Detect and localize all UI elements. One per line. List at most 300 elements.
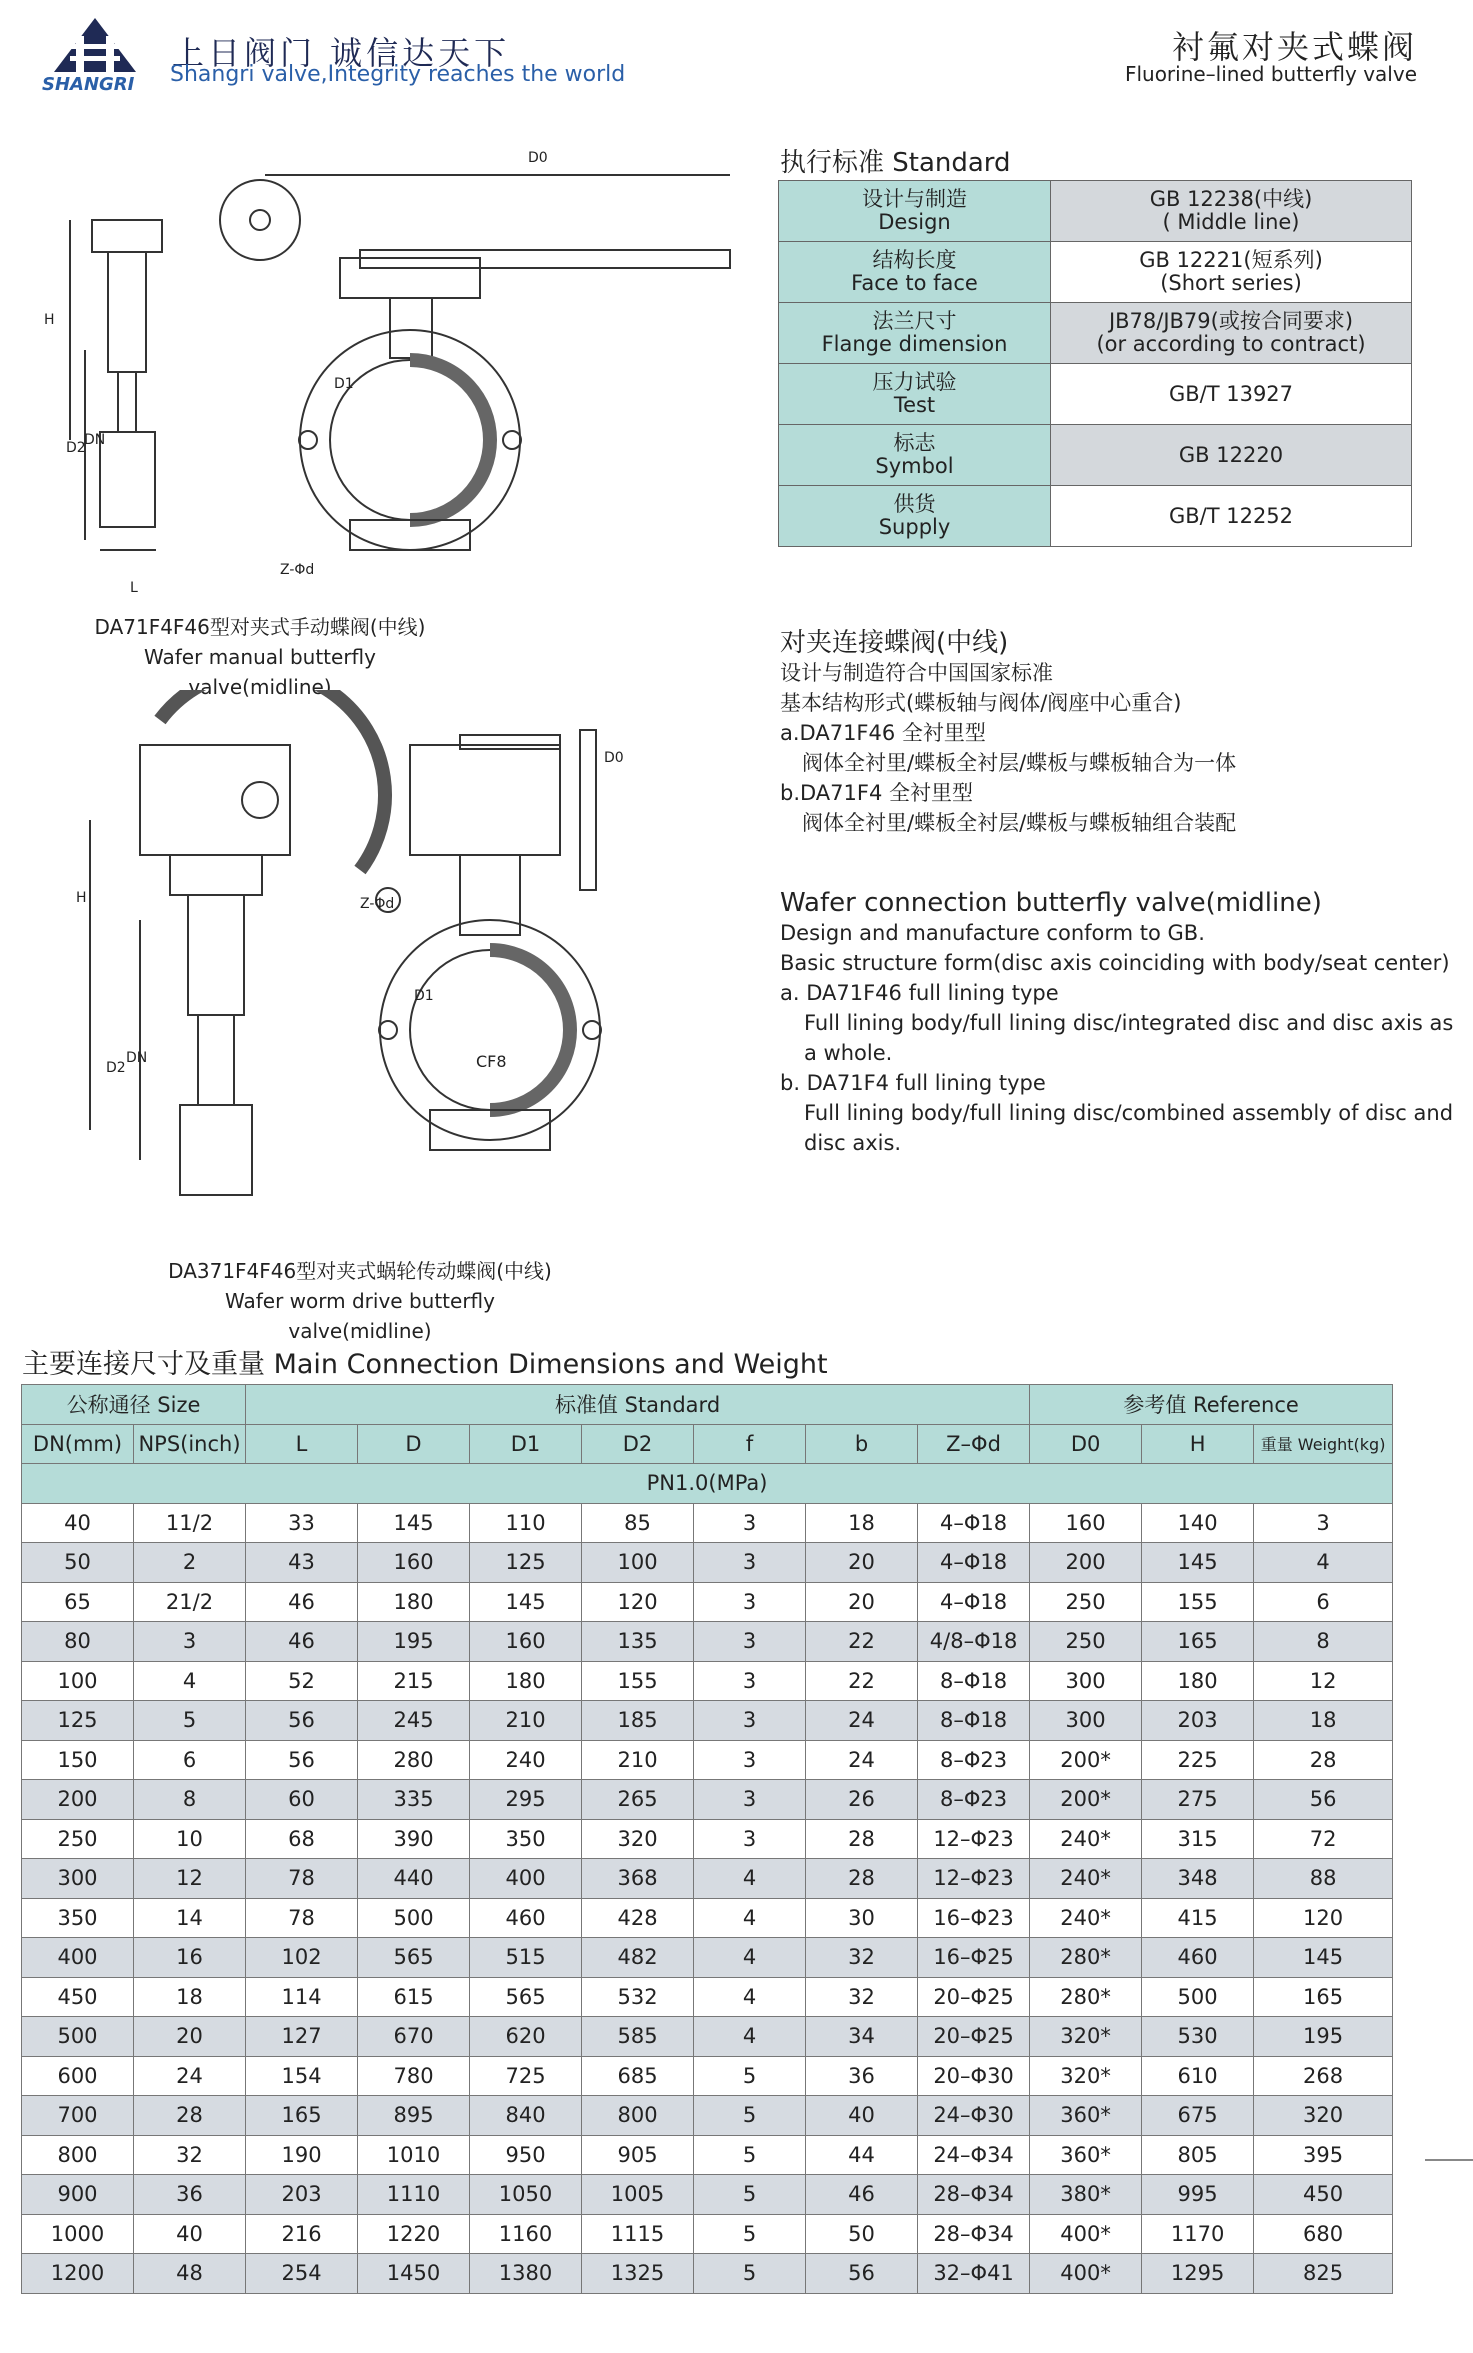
table-cell: 320 [1254,2096,1393,2136]
table-cell: 120 [582,1582,694,1622]
table-cell: 200* [1030,1780,1142,1820]
table-cell: 210 [582,1740,694,1780]
table-cell: 180 [470,1661,582,1701]
table-cell: 28 [134,2096,246,2136]
row-value: GB 12221(短系列) [1139,248,1323,272]
description-line: Full lining body/full lining disc/integrated disc and disc axis as [804,1011,1454,1035]
label-d2: D2 [66,440,86,456]
table-cell: 135 [582,1622,694,1662]
label-h: H [44,312,55,328]
table-cell: 20 [134,2017,246,2057]
table-cell: 335 [358,1780,470,1820]
table-cell: 1005 [582,2175,694,2215]
table-cell: 600 [22,2056,134,2096]
table-cell: 28 [1254,1740,1393,1780]
table-cell: 240* [1030,1819,1142,1859]
table-cell: 565 [470,1977,582,2017]
table-cell: 360* [1030,2096,1142,2136]
table-cell: 1200 [22,2254,134,2294]
column-header: D1 [470,1424,582,1464]
table-cell: 145 [1142,1543,1254,1583]
table-cell: 8–Φ23 [918,1740,1030,1780]
table-cell: 460 [470,1898,582,1938]
description-line: 阀体全衬里/蝶板全衬层/蝶板与蝶板轴合为一体 [802,751,1237,775]
table-cell: 1450 [358,2254,470,2294]
caption-en: Wafer worm drive butterfly valve(midline) [225,1289,495,1343]
table-cell: 670 [358,2017,470,2057]
table-cell: 400* [1030,2254,1142,2294]
table-cell: 4 [694,1977,806,2017]
standard-row [779,364,1412,425]
table-cell: 5 [694,2175,806,2215]
column-header-row [22,1424,1393,1464]
table-cell: 515 [470,1938,582,1978]
table-cell: 20–Φ25 [918,1977,1030,2017]
table-cell: 1000 [22,2214,134,2254]
table-cell: 360* [1030,2135,1142,2175]
row-label-cn: 结构长度 [872,248,957,272]
worm-valve-caption [160,1256,560,1346]
label-d1: D1 [414,988,434,1004]
table-cell: 125 [22,1701,134,1741]
table-cell: 203 [246,2175,358,2215]
table-cell: 1295 [1142,2254,1254,2294]
description-line: Design and manufacture conform to GB. [780,921,1205,945]
description-en [780,888,1453,1158]
table-cell: 4–Φ18 [918,1543,1030,1583]
table-cell: 1110 [358,2175,470,2215]
table-row [22,1977,1393,2017]
table-cell: 210 [470,1701,582,1741]
table-cell: 28–Φ34 [918,2175,1030,2215]
table-cell: 145 [1254,1938,1393,1978]
table-cell: 1010 [358,2135,470,2175]
table-row [22,1582,1393,1622]
table-cell: 3 [694,1780,806,1820]
table-row [22,2096,1393,2136]
row-label-cn: 标志 [893,431,936,455]
table-cell: 154 [246,2056,358,2096]
table-cell: 32 [806,1977,918,2017]
table-cell: 8–Φ23 [918,1780,1030,1820]
row-value-note: (Short series) [1160,271,1302,295]
table-cell: 3 [694,1622,806,1662]
table-cell: 380* [1030,2175,1142,2215]
standard-row [779,242,1412,303]
table-cell: 32 [806,1938,918,1978]
table-row [22,1661,1393,1701]
table-cell: 1325 [582,2254,694,2294]
table-cell: 36 [134,2175,246,2215]
table-cell: 5 [694,2214,806,2254]
column-header: Z–Φd [918,1424,1030,1464]
description-line: b. DA71F4 full lining type [780,1071,1046,1095]
row-value: JB78/JB79(或按合同要求) [1108,309,1354,333]
table-cell: 80 [22,1622,134,1662]
table-cell: 2 [134,1543,246,1583]
table-cell: 145 [358,1503,470,1543]
brand-slogan-cn: 上日阀门 诚信达天下 [172,34,511,72]
dimensions-table [21,1384,1393,2294]
table-cell: 368 [582,1859,694,1899]
row-label-en: Face to face [851,271,978,295]
row-label-en: Design [878,210,951,234]
table-cell: 180 [358,1582,470,1622]
table-cell: 10 [134,1819,246,1859]
table-cell: 5 [694,2096,806,2136]
table-cell: 22 [806,1622,918,1662]
description-line: 基本结构形式(蝶板轴与阀体/阀座中心重合) [780,691,1182,715]
standard-row [779,181,1412,242]
standard-title: 执行标准 Standard [780,148,1011,178]
table-cell: 3 [694,1819,806,1859]
table-cell: 348 [1142,1859,1254,1899]
table-cell: 350 [22,1898,134,1938]
table-cell: 200* [1030,1740,1142,1780]
table-cell: 88 [1254,1859,1393,1899]
table-cell: 40 [806,2096,918,2136]
caption-cn: DA371F4F46型对夹式蜗轮传动蝶阀(中线) [168,1259,552,1283]
table-cell: 415 [1142,1898,1254,1938]
table-cell: 203 [1142,1701,1254,1741]
brand-slogan-en: Shangri valve,Integrity reaches the world [170,62,626,87]
table-cell: 20 [806,1543,918,1583]
table-cell: 52 [246,1661,358,1701]
table-cell: 240 [470,1740,582,1780]
description-cn-title: 对夹连接蝶阀(中线) [780,628,1009,658]
description-line: a whole. [804,1041,893,1065]
description-line: a. DA71F46 full lining type [780,981,1059,1005]
table-cell: 320 [582,1819,694,1859]
table-cell: 1170 [1142,2214,1254,2254]
description-line: 设计与制造符合中国国家标准 [780,661,1053,685]
table-cell: 24 [806,1740,918,1780]
table-cell: 40 [134,2214,246,2254]
table-cell: 102 [246,1938,358,1978]
table-cell: 4 [134,1661,246,1701]
column-header: f [694,1424,806,1464]
table-cell: 21/2 [134,1582,246,1622]
table-row [22,2135,1393,2175]
table-cell: 56 [246,1740,358,1780]
table-cell: 428 [582,1898,694,1938]
table-row [22,1701,1393,1741]
table-cell: 165 [1142,1622,1254,1662]
table-cell: 440 [358,1859,470,1899]
row-label-en: Symbol [875,454,954,478]
table-cell: 56 [1254,1780,1393,1820]
table-cell: 500 [1142,1977,1254,2017]
table-cell: 8–Φ18 [918,1701,1030,1741]
table-cell: 620 [470,2017,582,2057]
table-cell: 72 [1254,1819,1393,1859]
table-cell: 44 [806,2135,918,2175]
table-cell: 114 [246,1977,358,2017]
table-cell: 400 [470,1859,582,1899]
table-cell: 28–Φ34 [918,2214,1030,2254]
label-d2: D2 [106,1060,126,1076]
label-dn: DN [126,1050,148,1066]
label-d0: D0 [528,150,548,166]
table-cell: 482 [582,1938,694,1978]
table-cell: 16–Φ23 [918,1898,1030,1938]
table-cell: 215 [358,1661,470,1701]
standard-row [779,303,1412,364]
table-cell: 245 [358,1701,470,1741]
description-line: b.DA71F4 全衬里型 [780,781,974,805]
table-cell: 295 [470,1780,582,1820]
table-cell: 268 [1254,2056,1393,2096]
manual-valve-caption [80,612,440,702]
pressure-class: PN1.0(MPa) [22,1464,1393,1504]
row-label-cn: 设计与制造 [862,187,967,211]
row-label-en: Flange dimension [821,332,1008,356]
table-cell: 805 [1142,2135,1254,2175]
table-cell: 450 [22,1977,134,2017]
table-row [22,2214,1393,2254]
table-cell: 725 [470,2056,582,2096]
table-cell: 100 [22,1661,134,1701]
table-cell: 254 [246,2254,358,2294]
table-row [22,1503,1393,1543]
table-cell: 8 [134,1780,246,1820]
column-header: D2 [582,1424,694,1464]
table-cell: 12 [134,1859,246,1899]
table-row [22,1859,1393,1899]
table-cell: 78 [246,1859,358,1899]
label-l: L [130,580,138,596]
table-cell: 4 [694,1898,806,1938]
table-cell: 56 [806,2254,918,2294]
column-header: DN(mm) [22,1424,134,1464]
table-cell: 8–Φ18 [918,1661,1030,1701]
table-cell: 250 [22,1819,134,1859]
table-cell: 5 [694,2254,806,2294]
table-cell: 3 [694,1582,806,1622]
table-cell: 24–Φ30 [918,2096,1030,2136]
table-cell: 250 [1030,1582,1142,1622]
table-cell: 155 [1142,1582,1254,1622]
label-cf8: CF8 [476,1052,507,1071]
table-cell: 530 [1142,2017,1254,2057]
table-cell: 350 [470,1819,582,1859]
row-value-note: ( Middle line) [1162,210,1300,234]
group-size: 公称通径 Size [22,1385,246,1425]
table-cell: 800 [582,2096,694,2136]
table-cell: 4–Φ18 [918,1582,1030,1622]
column-header: L [246,1424,358,1464]
column-header: b [806,1424,918,1464]
table-cell: 180 [1142,1661,1254,1701]
table-cell: 3 [694,1701,806,1741]
table-cell: 500 [358,1898,470,1938]
label-h: H [76,890,87,906]
table-cell: 1050 [470,2175,582,2215]
table-cell: 275 [1142,1780,1254,1820]
row-value: GB 12220 [1178,442,1284,467]
table-row [22,1780,1393,1820]
description-en-title: Wafer connection butterfly valve(midline) [780,888,1322,918]
table-cell: 900 [22,2175,134,2215]
table-cell: 315 [1142,1819,1254,1859]
table-cell: 12–Φ23 [918,1819,1030,1859]
table-cell: 85 [582,1503,694,1543]
table-row [22,2175,1393,2215]
table-cell: 195 [358,1622,470,1662]
table-cell: 50 [22,1543,134,1583]
description-line: 阀体全衬里/蝶板全衬层/蝶板与蝶板轴组合装配 [802,811,1237,835]
table-cell: 300 [1030,1701,1142,1741]
table-cell: 450 [1254,2175,1393,2215]
table-cell: 24–Φ34 [918,2135,1030,2175]
label-d1: D1 [334,376,354,392]
table-cell: 216 [246,2214,358,2254]
table-cell: 20 [806,1582,918,1622]
table-cell: 1220 [358,2214,470,2254]
table-cell: 56 [246,1701,358,1741]
table-cell: 46 [246,1582,358,1622]
table-cell: 5 [694,2135,806,2175]
table-cell: 895 [358,2096,470,2136]
row-label-cn: 供货 [893,492,936,516]
column-header: H [1142,1424,1254,1464]
table-cell: 280 [358,1740,470,1780]
table-cell: 50 [806,2214,918,2254]
group-reference: 参考值 Reference [1030,1385,1393,1425]
table-cell: 4/8–Φ18 [918,1622,1030,1662]
table-cell: 532 [582,1977,694,2017]
table-cell: 18 [1254,1701,1393,1741]
table-cell: 34 [806,2017,918,2057]
table-cell: 195 [1254,2017,1393,2057]
caption-en: Wafer manual butterfly valve(midline) [144,645,376,699]
label-zphid: Z-Φd [280,562,315,578]
table-cell: 16–Φ25 [918,1938,1030,1978]
table-cell: 150 [22,1740,134,1780]
table-cell: 6 [134,1740,246,1780]
table-cell: 32–Φ41 [918,2254,1030,2294]
row-label-en: Test [893,393,936,417]
row-value-note: (or according to contract) [1096,332,1366,356]
group-header-row [22,1385,1393,1425]
table-row [22,1898,1393,1938]
table-cell: 43 [246,1543,358,1583]
table-cell: 16 [134,1938,246,1978]
table-cell: 225 [1142,1740,1254,1780]
column-header: D [358,1424,470,1464]
table-cell: 8 [1254,1622,1393,1662]
table-cell: 26 [806,1780,918,1820]
description-line: Basic structure form(disc axis coinciding with body/seat center) [780,951,1450,975]
table-cell: 700 [22,2096,134,2136]
row-value: GB/T 12252 [1168,503,1294,528]
table-cell: 160 [1030,1503,1142,1543]
table-cell: 46 [246,1622,358,1662]
table-cell: 1115 [582,2214,694,2254]
table-cell: 280* [1030,1938,1142,1978]
description-cn [780,628,1236,838]
table-cell: 28 [806,1819,918,1859]
table-cell: 68 [246,1819,358,1859]
table-cell: 780 [358,2056,470,2096]
table-cell: 18 [134,1977,246,2017]
table-cell: 60 [246,1780,358,1820]
table-row [22,2017,1393,2057]
table-cell: 46 [806,2175,918,2215]
table-cell: 165 [246,2096,358,2136]
table-cell: 825 [1254,2254,1393,2294]
table-cell: 48 [134,2254,246,2294]
page-title-en: Fluorine–lined butterfly valve [1124,62,1417,86]
caption-cn: DA71F4F46型对夹式手动蝶阀(中线) [94,615,426,639]
table-cell: 395 [1254,2135,1393,2175]
table-cell: 190 [246,2135,358,2175]
table-row [22,1622,1393,1662]
table-cell: 675 [1142,2096,1254,2136]
table-cell: 185 [582,1701,694,1741]
table-cell: 18 [806,1503,918,1543]
table-cell: 100 [582,1543,694,1583]
row-value: GB 12238(中线) [1149,187,1313,211]
table-cell: 995 [1142,2175,1254,2215]
standard-row [779,486,1412,547]
row-label-cn: 法兰尺寸 [872,309,957,333]
table-cell: 1380 [470,2254,582,2294]
column-header: D0 [1030,1424,1142,1464]
table-cell: 685 [582,2056,694,2096]
table-cell: 28 [806,1859,918,1899]
table-cell: 400* [1030,2214,1142,2254]
table-cell: 127 [246,2017,358,2057]
table-cell: 20–Φ25 [918,2017,1030,2057]
group-standard: 标准值 Standard [246,1385,1030,1425]
table-cell: 30 [806,1898,918,1938]
table-cell: 140 [1142,1503,1254,1543]
table-cell: 280* [1030,1977,1142,2017]
table-cell: 36 [806,2056,918,2096]
label-zphid: Z-Φd [360,896,395,912]
table-cell: 24 [134,2056,246,2096]
table-cell: 22 [806,1661,918,1701]
table-cell: 11/2 [134,1503,246,1543]
dimensions-title: 主要连接尺寸及重量 Main Connection Dimensions and Weight [22,1349,828,1380]
description-line: a.DA71F46 全衬里型 [780,721,986,745]
table-cell: 460 [1142,1938,1254,1978]
table-cell: 145 [470,1582,582,1622]
table-row [22,1938,1393,1978]
column-header: 重量 Weight(kg) [1254,1424,1393,1464]
table-cell: 3 [134,1622,246,1662]
table-cell: 4 [694,1859,806,1899]
table-cell: 800 [22,2135,134,2175]
table-cell: 5 [134,1701,246,1741]
table-cell: 565 [358,1938,470,1978]
table-cell: 33 [246,1503,358,1543]
table-cell: 250 [1030,1622,1142,1662]
table-cell: 615 [358,1977,470,2017]
table-cell: 78 [246,1898,358,1938]
row-value: GB/T 13927 [1168,381,1294,406]
table-cell: 155 [582,1661,694,1701]
table-cell: 110 [470,1503,582,1543]
table-cell: 12 [1254,1661,1393,1701]
table-cell: 40 [22,1503,134,1543]
table-cell: 950 [470,2135,582,2175]
standard-table [778,180,1412,547]
table-cell: 1160 [470,2214,582,2254]
standard-row [779,425,1412,486]
table-cell: 320* [1030,2056,1142,2096]
